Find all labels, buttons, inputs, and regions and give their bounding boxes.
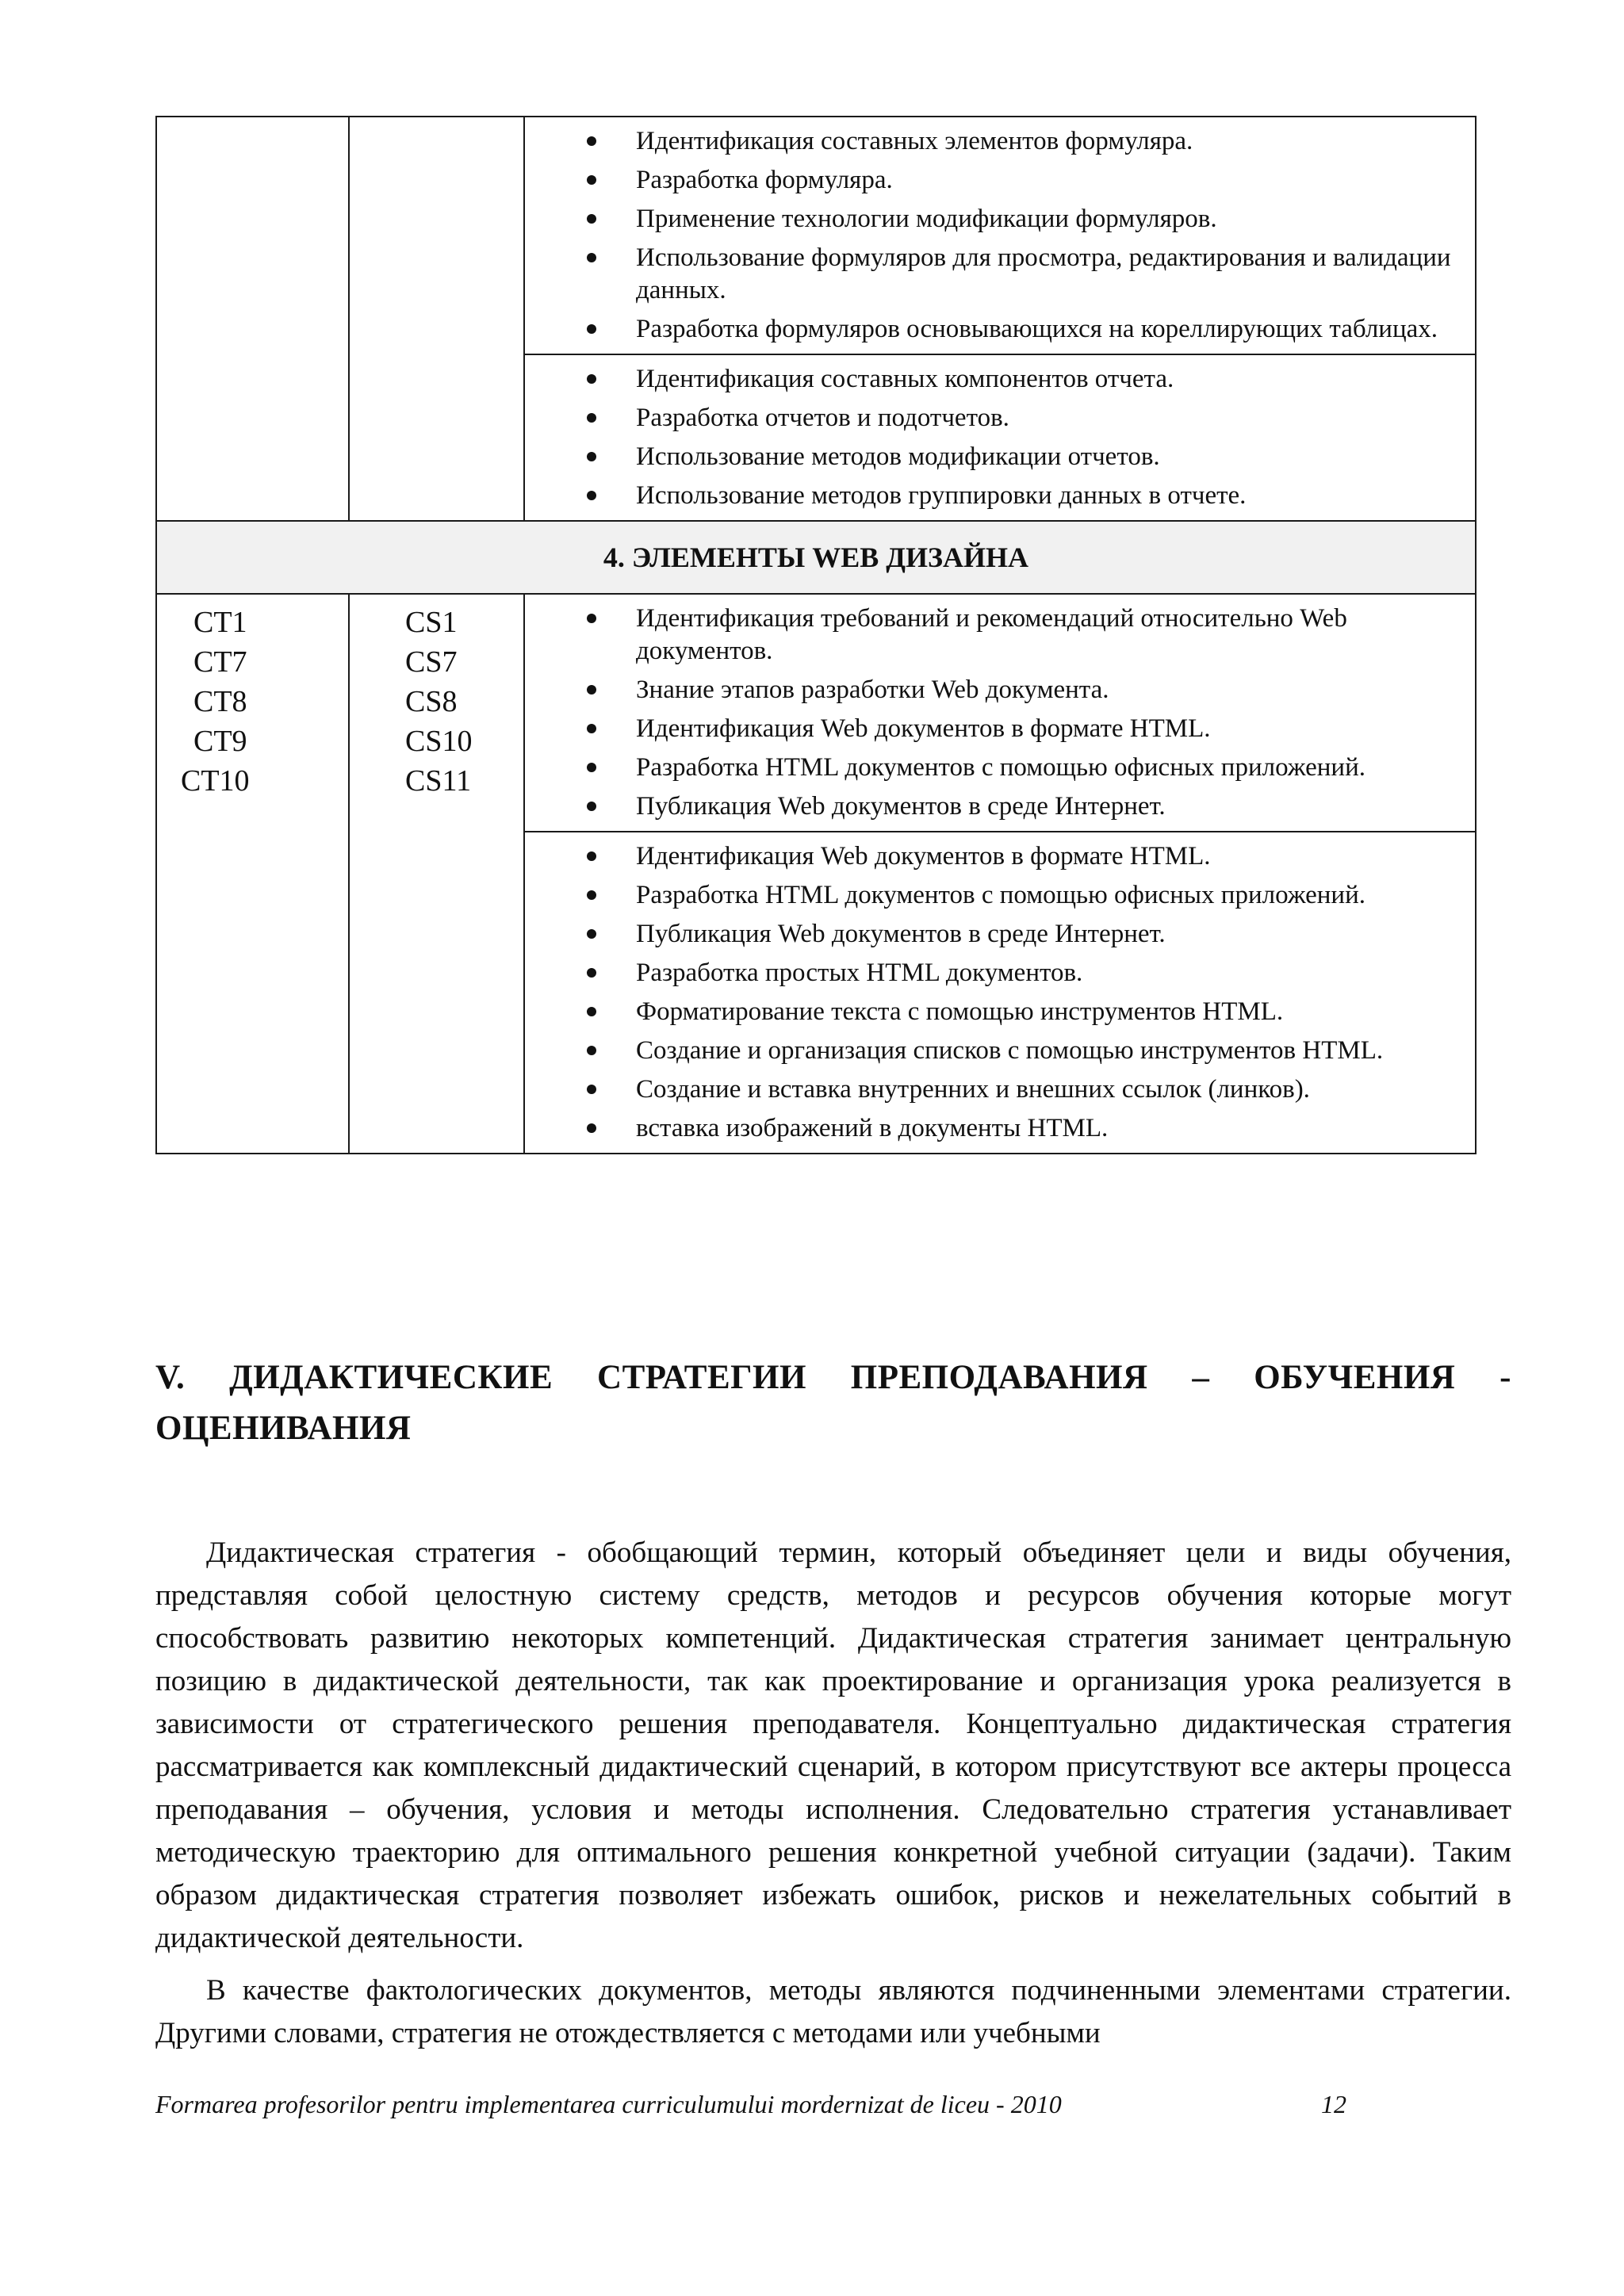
- bullet-icon: [587, 1007, 596, 1016]
- heading-word: ОБУЧЕНИЯ: [1254, 1359, 1456, 1396]
- list-item: Применение технологии модификации формуляров.: [525, 203, 1467, 235]
- cs-code: CS7: [405, 645, 458, 679]
- heading-word: –: [1192, 1359, 1210, 1396]
- list-item: Использование методов модификации отчетов.: [525, 441, 1467, 473]
- list-item: Разработка формуляров основывающихся на кореллирующих таблицах.: [525, 313, 1467, 346]
- list-item: Идентификация Web документов в формате HTML.: [525, 840, 1467, 873]
- heading-word: СТРАТЕГИИ: [597, 1359, 806, 1396]
- ct-code: CT9: [193, 725, 247, 758]
- ct-code-list: [157, 595, 348, 801]
- table-row: [156, 594, 1476, 832]
- heading-word: ДИДАКТИЧЕСКИЕ: [229, 1359, 553, 1396]
- bullet-icon: [587, 724, 596, 733]
- bullet-icon: [587, 1046, 596, 1055]
- content-cell: [524, 354, 1476, 521]
- bullet-icon: [587, 929, 596, 939]
- content-cell: [524, 594, 1476, 832]
- list-item: Идентификация требований и рекомендаций относительно Web документов.: [525, 603, 1467, 668]
- bullet-icon: [587, 763, 596, 772]
- page-footer: [155, 2088, 1353, 2120]
- bullet-list: [525, 117, 1475, 354]
- content-cell: [524, 117, 1476, 354]
- ct-cell: [156, 594, 349, 1154]
- heading-word: V.: [155, 1359, 186, 1396]
- bullet-icon: [587, 136, 596, 146]
- footer-text: Formarea profesorilor pentru implementarea curriculumului mordernizat de liceu - 2010: [155, 2090, 1062, 2118]
- list-item: Создание и вставка внутренних и внешних ссылок (линков).: [525, 1073, 1467, 1106]
- bullet-icon: [587, 452, 596, 461]
- bullet-icon: [587, 253, 596, 262]
- bullet-icon: [587, 1085, 596, 1094]
- list-item: Создание и организация списков с помощью инструментов HTML.: [525, 1035, 1467, 1067]
- ct-code: CT7: [193, 645, 247, 679]
- heading-word: ПРЕПОДАВАНИЯ: [850, 1359, 1148, 1396]
- list-item: Идентификация Web документов в формате HTML.: [525, 713, 1467, 745]
- bullet-icon: [587, 614, 596, 623]
- list-item: Разработка отчетов и подотчетов.: [525, 402, 1467, 434]
- list-item: Форматирование текста с помощью инструментов HTML.: [525, 996, 1467, 1028]
- list-item: Использование формуляров для просмотра, редактирования и валидации данных.: [525, 242, 1467, 307]
- bullet-icon: [587, 1123, 596, 1133]
- page-number: 12: [1321, 2090, 1346, 2118]
- bullet-icon: [587, 374, 596, 384]
- paragraph: Дидактическая стратегия - обобщающий термин, который объединяет цели и виды обучения, представляя собой целостную систему средств, методов и ресурсов обучения которые могут способствовать развитию некоторых компетенций. Дидактическая стратегия занимает центральную позицию в дидактической деятельности, так как проектирование и организация урока реализуется в зависимости от стратегического решения преподавателя. Концептуально дидактическая стратегия рассматривается как комплексный дидактический сценарий, в котором присутствуют все актеры процесса преподавания – обучения, условия и методы исполнения. Следовательно стратегия устанавливает методическую траекторию для оптимального решения конкретной учебной ситуации (задачи). Таким образом дидактическая стратегия позволяет избежать ошибок, рисков и нежелательных событий в дидактической деятельности.: [155, 1536, 1511, 1954]
- cs-code: CS11: [405, 764, 472, 798]
- bullet-icon: [587, 491, 596, 500]
- list-item: Публикация Web документов в среде Интернет.: [525, 918, 1467, 951]
- bullet-list: [525, 595, 1475, 831]
- list-item: Публикация Web документов в среде Интернет.: [525, 790, 1467, 823]
- bullet-icon: [587, 851, 596, 861]
- bullet-list: [525, 355, 1475, 520]
- bullet-icon: [587, 802, 596, 811]
- list-item: Использование методов группировки данных в отчете.: [525, 480, 1467, 512]
- cs-code-list: [350, 595, 523, 801]
- ct-code: CT10: [181, 764, 250, 798]
- cs-cell: [349, 594, 524, 1154]
- bullet-icon: [587, 413, 596, 423]
- list-item: Идентификация составных компонентов отчета.: [525, 363, 1467, 396]
- heading-line-1: [155, 1353, 1511, 1403]
- ct-cell-empty: [156, 117, 349, 521]
- paragraph: В качестве фактологических документов, методы являются подчиненными элементами стратегии. Другими словами, стратегия не отождествляется с методами или учебными: [155, 1974, 1511, 2049]
- bullet-icon: [587, 968, 596, 978]
- list-item: Разработка простых HTML документов.: [525, 957, 1467, 989]
- list-item: Разработка формуляра.: [525, 164, 1467, 197]
- heading-line-2: ОЦЕНИВАНИЯ: [155, 1410, 412, 1447]
- bullet-list: [525, 832, 1475, 1153]
- cs-code: CS8: [405, 685, 458, 718]
- bullet-icon: [587, 685, 596, 695]
- list-item: Идентификация составных элементов формуляра.: [525, 125, 1467, 158]
- bullet-icon: [587, 214, 596, 224]
- list-item: вставка изображений в документы HTML.: [525, 1112, 1467, 1145]
- section-row: [156, 521, 1476, 594]
- list-item: Знание этапов разработки Web документа.: [525, 674, 1467, 706]
- curriculum-table: [155, 116, 1477, 1154]
- bullet-icon: [587, 175, 596, 185]
- section-heading: [155, 1353, 1511, 1454]
- bullet-icon: [587, 324, 596, 334]
- section-title: 4. ЭЛЕМЕНТЫ WEB ДИЗАЙНА: [156, 521, 1476, 594]
- cs-code: CS10: [405, 725, 473, 758]
- cs-cell-empty: [349, 117, 524, 521]
- heading-word: -: [1500, 1359, 1511, 1396]
- body-text: [155, 1532, 1511, 2064]
- content-cell: [524, 832, 1476, 1154]
- list-item: Разработка HTML документов с помощью офисных приложений.: [525, 752, 1467, 784]
- table-row: [156, 117, 1476, 354]
- cs-code: CS1: [405, 606, 458, 639]
- list-item: Разработка HTML документов с помощью офисных приложений.: [525, 879, 1467, 912]
- ct-code: CT1: [193, 606, 247, 639]
- ct-code: CT8: [193, 685, 247, 718]
- bullet-icon: [587, 890, 596, 900]
